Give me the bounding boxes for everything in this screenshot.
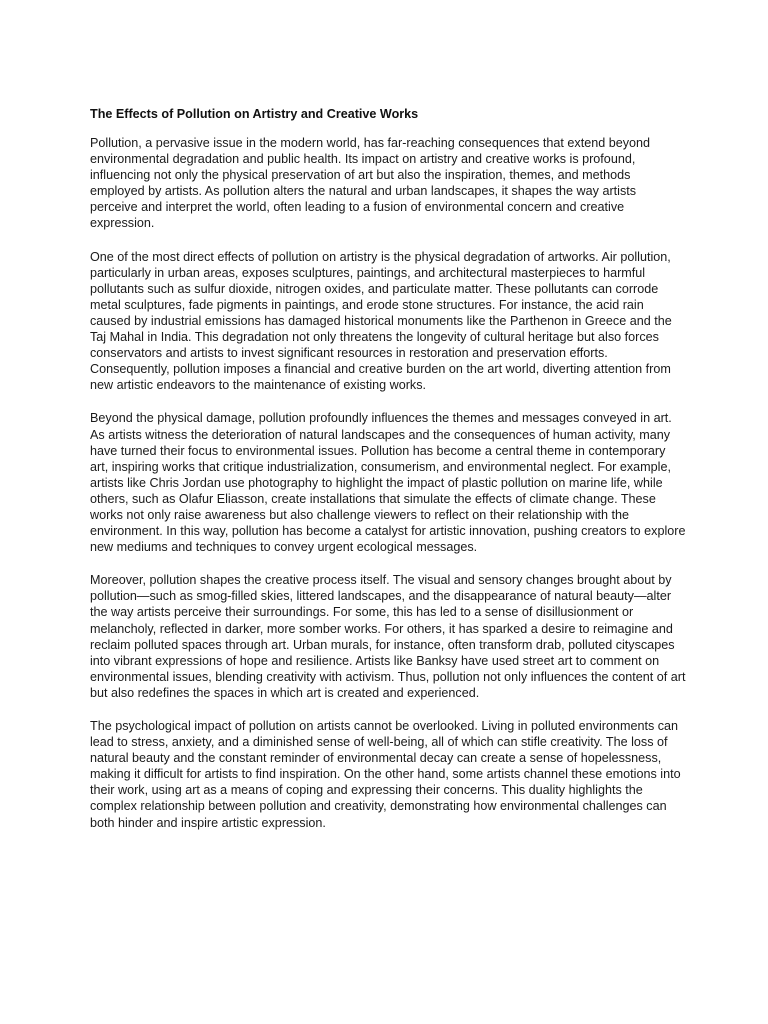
document-body <box>90 106 686 848</box>
paragraph-physical-degradation: One of the most direct effects of pollution on artistry is the physical degradation of artworks. Air pollution, particularly in urban areas, exposes sculptures, paintings, and architectural masterpieces to harmful pollutants such as sulfur dioxide, nitrogen oxides, and particulate matter. These pollutants can corrode metal sculptures, fade pigments in paintings, and erode stone structures. For instance, the acid rain caused by industrial emissions has damaged historical monuments like the Parthenon in Greece and the Taj Mahal in India. This degradation not only threatens the longevity of cultural heritage but also forces conservators and artists to invest significant resources in restoration and preservation efforts. Consequently, pollution imposes a financial and creative burden on the art world, diverting attention from new artistic endeavors to the maintenance of existing works. <box>90 249 672 393</box>
paragraph-themes-messages: Beyond the physical damage, pollution profoundly influences the themes and messages conveyed in art. As artists witness the deterioration of natural landscapes and the consequences of human activity, many have turned their focus to environmental issues. Pollution has become a central theme in contemporary art, inspiring works that critique industrialization, consumerism, and environmental neglect. For example, artists like Chris Jordan use photography to highlight the impact of plastic pollution on marine life, while others, such as Olafur Eliasson, create installations that simulate the effects of climate change. These works not only raise awareness but also challenge viewers to reflect on their relationship with the environment. In this way, pollution has become a catalyst for artistic innovation, pushing creators to explore new mediums and techniques to convey urgent ecological messages. <box>90 411 686 555</box>
paragraph-intro: Pollution, a pervasive issue in the modern world, has far-reaching consequences that extend beyond environmental degradation and public health. Its impact on artistry and creative works is profound, influencing not only the physical preservation of art but also the inspiration, themes, and methods employed by artists. As pollution alters the natural and urban landscapes, it shapes the way artists perceive and interpret the world, often leading to a fusion of environmental concern and creative expression. <box>90 136 651 231</box>
document-title: The Effects of Pollution on Artistry and Creative Works <box>90 107 419 121</box>
paragraph-creative-process: Moreover, pollution shapes the creative process itself. The visual and sensory changes brought about by pollution—such as smog-filled skies, littered landscapes, and the disappearance of natural beauty—alter the way artists perceive their surroundings. For some, this has led to a sense of disillusionment or melancholy, reflected in darker, more somber works. For others, it has sparked a desire to reimagine and reclaim polluted spaces through art. Urban murals, for instance, often transform drab, polluted cityscapes into vibrant expressions of hope and resilience. Artists like Banksy have used street art to comment on environmental issues, blending creativity with activism. Thus, pollution not only influences the content of art but also redefines the spaces in which art is created and experienced. <box>90 573 686 700</box>
paragraph-psychological-impact: The psychological impact of pollution on artists cannot be overlooked. Living in polluted environments can lead to stress, anxiety, and a diminished sense of well-being, all of which can stifle creativity. The loss of natural beauty and the constant reminder of environmental decay can create a sense of hopelessness, making it difficult for artists to find inspiration. On the other hand, some artists channel these emotions into their work, using art as a means of coping and expressing their concerns. This duality highlights the complex relationship between pollution and creativity, demonstrating how environmental challenges can both hinder and inspire artistic expression. <box>90 719 681 830</box>
